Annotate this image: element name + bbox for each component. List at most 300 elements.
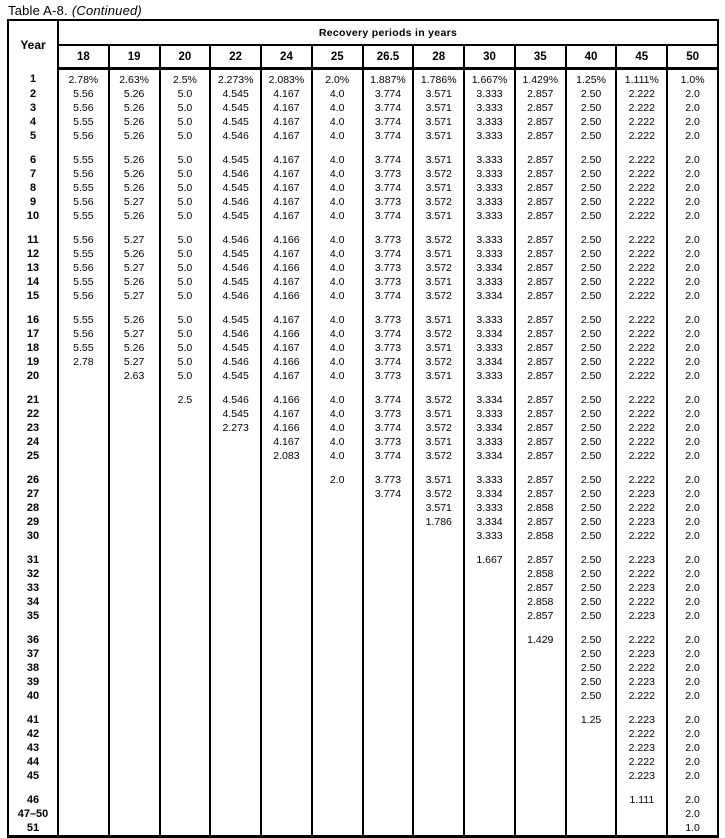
value-cell: 3.334 [464,515,515,529]
gap-cell [413,543,464,553]
gap-cell [616,783,667,793]
value-cell [109,741,160,755]
group-separator-row [8,143,718,153]
value-cell: 2.50 [566,529,617,543]
gap-cell [160,783,211,793]
value-cell [160,515,211,529]
value-cell [210,609,261,623]
year-cell: 24 [8,435,58,449]
gap-cell [261,623,312,633]
year-cell: 7 [8,167,58,181]
value-cell: 2.0 [667,181,718,195]
value-cell [312,529,363,543]
table-row [8,713,718,727]
value-cell: 1.786% [413,69,464,88]
value-cell [109,553,160,567]
value-cell [312,793,363,807]
value-cell [160,487,211,501]
gap-cell [363,783,414,793]
value-cell: 1.429% [515,69,566,88]
value-cell [363,689,414,703]
gap-cell [160,223,211,233]
value-cell: 4.545 [210,313,261,327]
value-cell: 2.5 [160,393,211,407]
gap-cell [261,303,312,313]
value-cell [58,529,109,543]
value-cell: 2.223 [616,741,667,755]
value-cell [58,633,109,647]
value-cell [210,647,261,661]
gap-cell [261,543,312,553]
gap-cell [515,383,566,393]
value-cell: 5.0 [160,115,211,129]
value-cell: 2.222 [616,369,667,383]
value-cell [261,553,312,567]
value-cell: 1.25 [566,713,617,727]
value-cell: 2.222 [616,393,667,407]
value-cell: 2.223 [616,515,667,529]
value-cell [160,755,211,769]
value-cell [58,487,109,501]
gap-cell [515,783,566,793]
value-cell [58,473,109,487]
value-cell [515,727,566,741]
value-cell: 3.571 [413,247,464,261]
value-cell: 5.27 [109,289,160,303]
value-cell: 3.572 [413,233,464,247]
period-column-header: 40 [566,45,617,69]
value-cell [464,793,515,807]
table-row [8,69,718,88]
value-cell: 2.50 [566,407,617,421]
gap-cell [210,303,261,313]
value-cell: 1.786 [413,515,464,529]
value-cell: 2.222 [616,209,667,223]
value-cell: 4.0 [312,449,363,463]
value-cell: 2.0 [667,449,718,463]
value-cell [363,755,414,769]
value-cell: 3.774 [363,355,414,369]
value-cell: 4.167 [261,129,312,143]
value-cell [160,713,211,727]
value-cell [464,727,515,741]
value-cell [261,473,312,487]
year-cell: 2 [8,87,58,101]
gap-cell [363,623,414,633]
value-cell: 2.50 [566,393,617,407]
value-cell [210,473,261,487]
gap-cell [667,463,718,473]
table-row [8,247,718,261]
value-cell: 5.56 [58,233,109,247]
value-cell: 5.56 [58,327,109,341]
gap-cell [515,463,566,473]
value-cell [464,675,515,689]
value-cell: 3.333 [464,129,515,143]
gap-cell [312,543,363,553]
gap-cell [363,383,414,393]
table-row [8,449,718,463]
value-cell: 2.857 [515,393,566,407]
value-cell: 3.773 [363,369,414,383]
value-cell: 2.0 [667,407,718,421]
value-cell: 3.773 [363,195,414,209]
gap-cell [210,143,261,153]
group-separator-row [8,623,718,633]
value-cell [413,689,464,703]
value-cell [566,769,617,783]
gap-cell [464,143,515,153]
value-cell: 2.0 [667,609,718,623]
year-cell: 11 [8,233,58,247]
value-cell: 3.333 [464,501,515,515]
value-cell [413,793,464,807]
value-cell: 3.571 [413,209,464,223]
value-cell: 2.222 [616,247,667,261]
value-cell [160,435,211,449]
value-cell [210,633,261,647]
group-separator-row [8,543,718,553]
value-cell: 2.223 [616,553,667,567]
value-cell: 4.167 [261,87,312,101]
value-cell: 2.50 [566,595,617,609]
year-cell: 20 [8,369,58,383]
value-cell [363,501,414,515]
value-cell: 2.222 [616,181,667,195]
value-cell [261,741,312,755]
value-cell: 2.0 [667,647,718,661]
value-cell [312,553,363,567]
value-cell: 4.0 [312,261,363,275]
value-cell: 3.334 [464,449,515,463]
value-cell: 2.0 [667,421,718,435]
value-cell: 2.222 [616,435,667,449]
value-cell: 2.0 [667,341,718,355]
value-cell [464,567,515,581]
value-cell: 5.55 [58,247,109,261]
value-cell [261,595,312,609]
gap-cell [566,143,617,153]
table-row [8,529,718,543]
value-cell: 2.223 [616,647,667,661]
value-cell: 3.571 [413,369,464,383]
value-cell: 2.63 [109,369,160,383]
gap-cell [616,703,667,713]
value-cell: 2.222 [616,501,667,515]
table-row [8,393,718,407]
gap-cell [616,623,667,633]
value-cell [210,713,261,727]
value-cell: 2.857 [515,129,566,143]
table-row [8,633,718,647]
year-cell: 40 [8,689,58,703]
value-cell: 1.0% [667,69,718,88]
value-cell: 2.0 [667,313,718,327]
value-cell: 4.0 [312,327,363,341]
gap-cell [109,303,160,313]
value-cell: 4.546 [210,233,261,247]
value-cell [109,595,160,609]
value-cell: 5.27 [109,261,160,275]
table-row [8,421,718,435]
value-cell: 2.858 [515,595,566,609]
value-cell [312,501,363,515]
value-cell [312,487,363,501]
gap-cell [413,303,464,313]
value-cell: 4.0 [312,181,363,195]
gap-cell [566,223,617,233]
value-cell: 2.50 [566,181,617,195]
value-cell: 4.0 [312,341,363,355]
value-cell [363,713,414,727]
value-cell [210,727,261,741]
value-cell [58,449,109,463]
value-cell [515,713,566,727]
value-cell: 3.333 [464,435,515,449]
table-row [8,661,718,675]
value-cell [464,581,515,595]
value-cell [58,769,109,783]
value-cell: 3.333 [464,167,515,181]
value-cell: 4.167 [261,167,312,181]
value-cell: 3.572 [413,355,464,369]
table-title-continued: (Continued) [71,3,142,18]
value-cell: 5.56 [58,101,109,115]
year-cell: 15 [8,289,58,303]
table-row [8,793,718,807]
table-row [8,355,718,369]
year-cell: 19 [8,355,58,369]
gap-cell [261,143,312,153]
value-cell [616,807,667,821]
value-cell: 3.571 [413,341,464,355]
value-cell: 2.273 [210,421,261,435]
gap-cell [261,703,312,713]
value-cell: 3.773 [363,435,414,449]
value-cell: 3.774 [363,129,414,143]
value-cell [464,769,515,783]
value-cell: 2.50 [566,581,617,595]
value-cell: 2.857 [515,261,566,275]
value-cell: 4.545 [210,407,261,421]
value-cell: 4.0 [312,289,363,303]
value-cell [566,727,617,741]
gap-cell [210,783,261,793]
table-row [8,487,718,501]
gap-cell [667,703,718,713]
value-cell [566,793,617,807]
value-cell [160,821,211,837]
value-cell [160,609,211,623]
gap-cell [261,223,312,233]
value-cell: 3.334 [464,327,515,341]
value-cell: 2.0 [667,689,718,703]
year-cell: 33 [8,581,58,595]
value-cell: 4.546 [210,129,261,143]
gap-cell [160,303,211,313]
table-row [8,181,718,195]
value-cell: 4.167 [261,115,312,129]
value-cell [160,661,211,675]
value-cell: 2.50 [566,87,617,101]
value-cell: 3.333 [464,407,515,421]
gap-cell [413,783,464,793]
value-cell: 2.50 [566,553,617,567]
year-cell: 51 [8,821,58,837]
gap-cell [109,143,160,153]
value-cell: 1.0 [667,821,718,837]
gap-cell [312,143,363,153]
value-cell: 2.5% [160,69,211,88]
value-cell [312,633,363,647]
value-cell [413,595,464,609]
value-cell: 5.0 [160,129,211,143]
value-cell [160,741,211,755]
value-cell [109,473,160,487]
value-cell: 2.222 [616,167,667,181]
value-cell: 3.571 [413,181,464,195]
value-cell: 2.50 [566,313,617,327]
year-cell: 38 [8,661,58,675]
value-cell [363,793,414,807]
value-cell: 5.55 [58,275,109,289]
table-title [7,3,720,19]
value-cell: 3.774 [363,487,414,501]
value-cell: 2.50 [566,341,617,355]
gap-cell [261,463,312,473]
value-cell [616,821,667,837]
value-cell: 2.50 [566,501,617,515]
value-cell [363,647,414,661]
year-cell: 39 [8,675,58,689]
value-cell: 5.56 [58,87,109,101]
value-cell: 1.111 [616,793,667,807]
value-cell: 3.774 [363,393,414,407]
value-cell: 2.083 [261,449,312,463]
value-cell: 4.546 [210,261,261,275]
value-cell: 4.0 [312,167,363,181]
value-cell [312,567,363,581]
value-cell [109,661,160,675]
value-cell: 3.572 [413,393,464,407]
gap-cell [8,783,58,793]
table-row [8,115,718,129]
table-row [8,675,718,689]
value-cell [566,821,617,837]
value-cell: 2.50 [566,369,617,383]
value-cell: 3.572 [413,167,464,181]
value-cell [261,807,312,821]
value-cell [312,647,363,661]
value-cell: 2.50 [566,153,617,167]
value-cell [261,675,312,689]
value-cell: 4.166 [261,289,312,303]
value-cell [413,661,464,675]
value-cell [210,501,261,515]
value-cell: 2.0 [667,393,718,407]
year-cell: 23 [8,421,58,435]
gap-cell [363,703,414,713]
value-cell [58,393,109,407]
value-cell [312,661,363,675]
table-title-prefix: Table A-8. [8,3,68,18]
table-row [8,129,718,143]
value-cell: 4.167 [261,313,312,327]
value-cell: 2.857 [515,153,566,167]
value-cell [515,689,566,703]
value-cell: 1.111% [616,69,667,88]
value-cell: 4.166 [261,261,312,275]
year-cell: 44 [8,755,58,769]
value-cell: 3.334 [464,261,515,275]
year-cell: 5 [8,129,58,143]
value-cell: 3.572 [413,195,464,209]
value-cell [515,661,566,675]
year-cell: 30 [8,529,58,543]
gap-cell [515,223,566,233]
value-cell: 4.0 [312,101,363,115]
value-cell [58,727,109,741]
value-cell: 5.0 [160,101,211,115]
value-cell: 3.571 [413,275,464,289]
value-cell [363,609,414,623]
value-cell [109,647,160,661]
value-cell: 4.0 [312,275,363,289]
value-cell: 2.857 [515,313,566,327]
year-cell: 35 [8,609,58,623]
year-cell: 10 [8,209,58,223]
value-cell [261,633,312,647]
value-cell [160,807,211,821]
table-row [8,209,718,223]
gap-cell [464,223,515,233]
value-cell: 2.50 [566,449,617,463]
value-cell [363,515,414,529]
value-cell: 2.857 [515,487,566,501]
gap-cell [109,463,160,473]
gap-cell [566,303,617,313]
value-cell: 4.167 [261,369,312,383]
value-cell: 4.545 [210,101,261,115]
table-body [8,69,718,837]
value-cell: 3.571 [413,87,464,101]
value-cell [261,647,312,661]
value-cell [413,647,464,661]
value-cell [58,369,109,383]
value-cell: 2.0 [667,247,718,261]
value-cell: 5.0 [160,233,211,247]
value-cell [210,529,261,543]
year-cell: 28 [8,501,58,515]
gap-cell [413,463,464,473]
value-cell: 4.167 [261,435,312,449]
value-cell: 4.0 [312,195,363,209]
value-cell [464,609,515,623]
gap-cell [210,463,261,473]
value-cell: 3.774 [363,153,414,167]
value-cell: 2.222 [616,755,667,769]
gap-cell [667,783,718,793]
year-cell: 27 [8,487,58,501]
value-cell: 5.26 [109,181,160,195]
value-cell [58,741,109,755]
value-cell: 2.78 [58,355,109,369]
value-cell: 4.0 [312,313,363,327]
gap-cell [8,463,58,473]
value-cell [413,755,464,769]
value-cell [58,647,109,661]
value-cell: 2.857 [515,435,566,449]
